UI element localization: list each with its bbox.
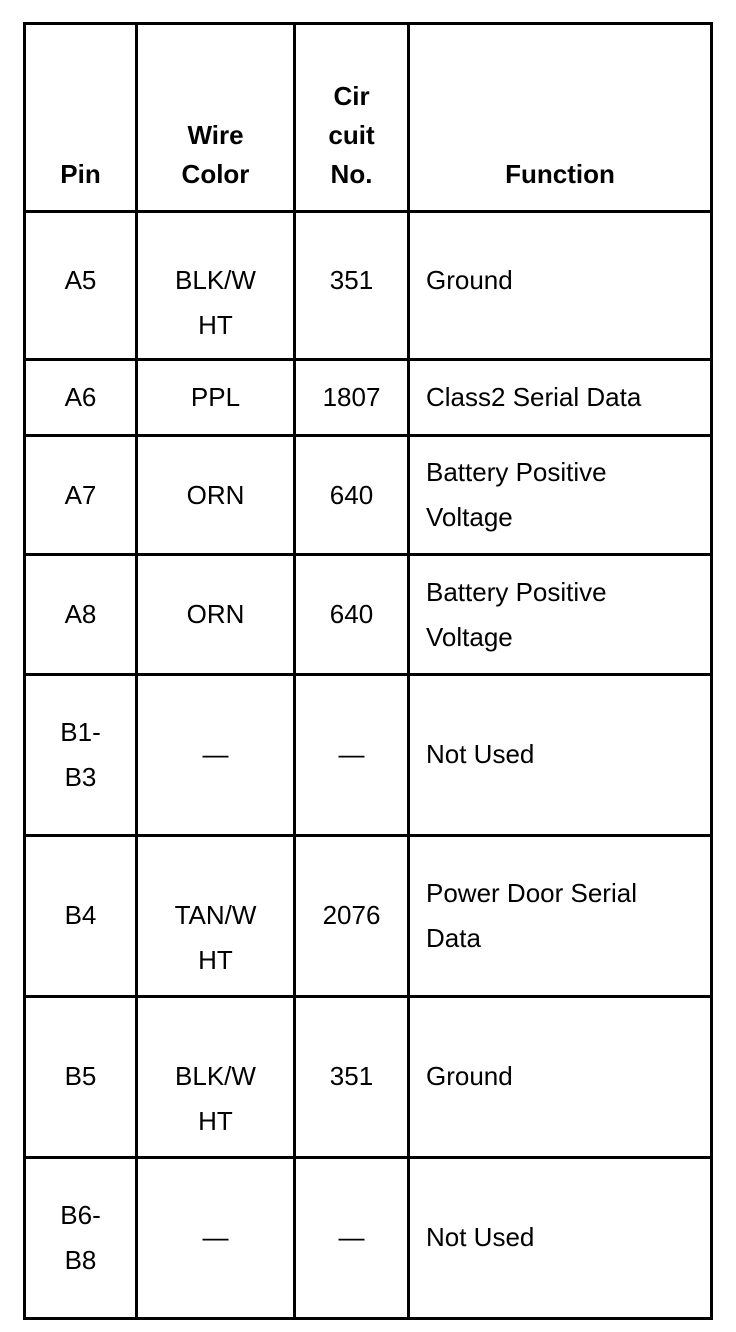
header-circuit-no: Cir cuit No.: [295, 24, 409, 212]
pin-cell: B6- B8: [25, 1158, 137, 1319]
function-cell: Not Used: [409, 1158, 712, 1319]
wire-color-cell: BLK/W HT: [137, 997, 295, 1158]
circuit-cell: —: [295, 1158, 409, 1319]
pin-cell: A5: [25, 212, 137, 360]
table-row: [25, 360, 712, 436]
circuit-cell: 351: [295, 212, 409, 360]
header-pin: Pin: [25, 24, 137, 212]
pin-cell: A7: [25, 436, 137, 555]
table-row: [25, 675, 712, 836]
wire-color-cell: —: [137, 675, 295, 836]
pin-cell: B5: [25, 997, 137, 1158]
circuit-cell: 640: [295, 436, 409, 555]
header-function: Function: [409, 24, 712, 212]
wire-color-cell: TAN/W HT: [137, 836, 295, 997]
pin-cell: B4: [25, 836, 137, 997]
wire-color-cell: ORN: [137, 555, 295, 675]
pin-cell: A8: [25, 555, 137, 675]
circuit-cell: 640: [295, 555, 409, 675]
function-cell: Battery Positive Voltage: [409, 436, 712, 555]
connector-pinout-table: [23, 22, 713, 1320]
wire-color-cell: —: [137, 1158, 295, 1319]
table-row: [25, 436, 712, 555]
function-cell: Ground: [409, 212, 712, 360]
circuit-cell: 1807: [295, 360, 409, 436]
table-row: [25, 997, 712, 1158]
wire-color-cell: BLK/W HT: [137, 212, 295, 360]
function-cell: Battery Positive Voltage: [409, 555, 712, 675]
header-wire-color: Wire Color: [137, 24, 295, 212]
function-cell: Ground: [409, 997, 712, 1158]
wire-color-cell: PPL: [137, 360, 295, 436]
pin-cell: A6: [25, 360, 137, 436]
pin-cell: B1- B3: [25, 675, 137, 836]
circuit-cell: —: [295, 675, 409, 836]
circuit-cell: 351: [295, 997, 409, 1158]
table-row: [25, 1158, 712, 1319]
function-cell: Not Used: [409, 675, 712, 836]
header-row: [25, 24, 712, 212]
wire-color-cell: ORN: [137, 436, 295, 555]
table-row: [25, 555, 712, 675]
circuit-cell: 2076: [295, 836, 409, 997]
function-cell: Power Door Serial Data: [409, 836, 712, 997]
table-row: [25, 212, 712, 360]
table-row: [25, 836, 712, 997]
function-cell: Class2 Serial Data: [409, 360, 712, 436]
